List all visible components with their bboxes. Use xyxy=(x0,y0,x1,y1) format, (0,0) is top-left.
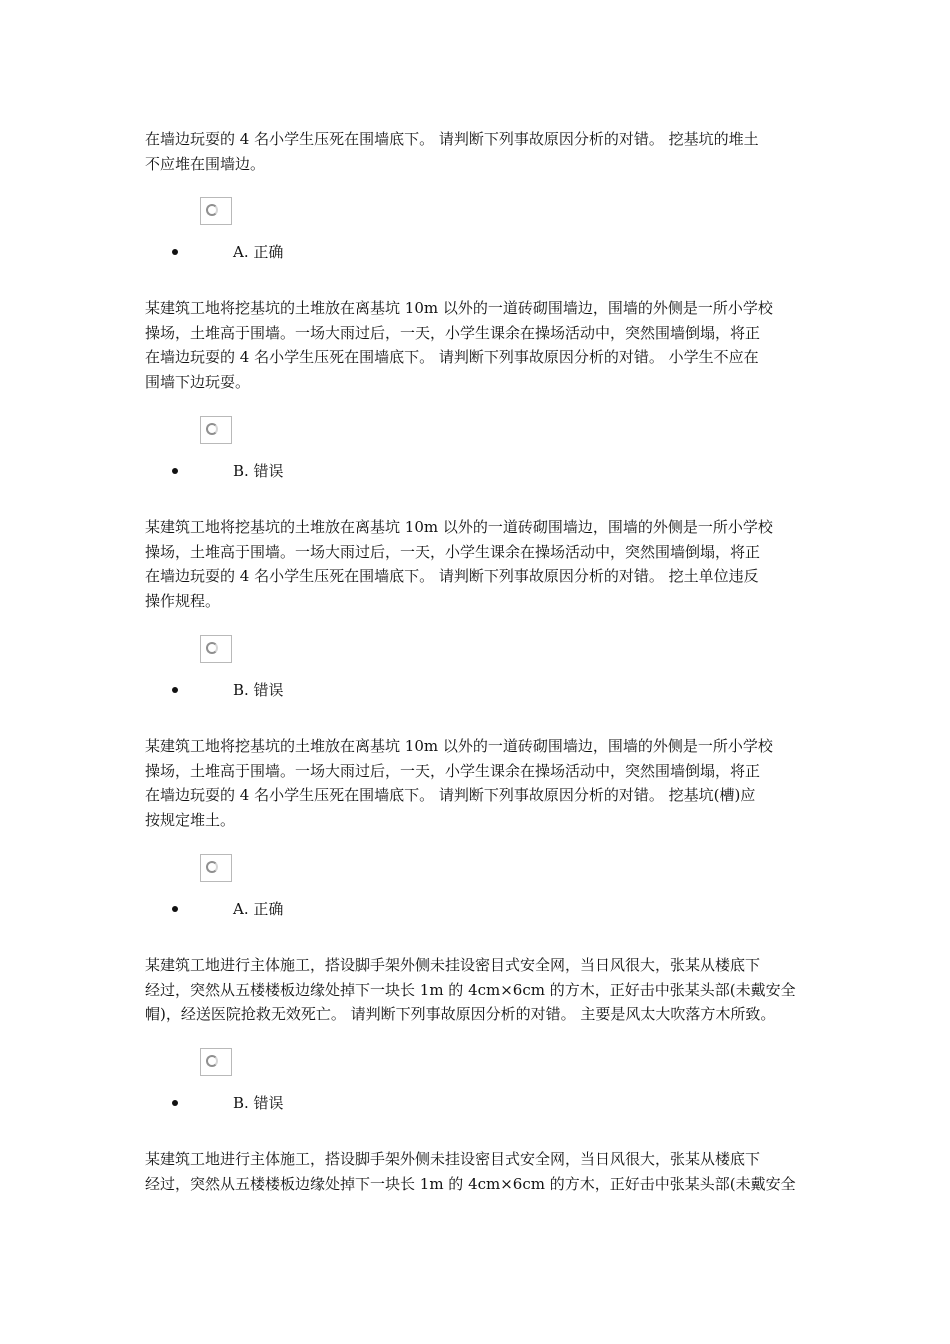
radio-circle-icon xyxy=(206,861,218,873)
text-line: 某建筑工地进行主体施工，搭设脚手架外侧未挂设密目式安全网，当日风很大，张某从楼底下 xyxy=(145,1150,761,1168)
text-line: 在墙边玩耍的 4 名小学生压死在围墙底下。 请判断下列事故原因分析的对错。 挖土单位违反 xyxy=(145,567,759,585)
answer-option: B. 错误 xyxy=(233,462,284,480)
text-line: 某建筑工地将挖基坑的土堆放在离基坑 10m 以外的一道砖砌围墙边，围墙的外侧是一所小学校 xyxy=(145,299,773,317)
answer-option: B. 错误 xyxy=(233,681,284,699)
question-text xyxy=(145,127,815,176)
text-line: 不应堆在围墙边。 xyxy=(145,154,266,173)
text-line: 操场，土堆高于围墙。一场大雨过后，一天，小学生课余在操场活动中，突然围墙倒塌，将正 xyxy=(145,323,761,342)
text-line: 在墙边玩耍的 4 名小学生压死在围墙底下。 请判断下列事故原因分析的对错。 小学生不应在 xyxy=(145,348,759,366)
question-text xyxy=(145,953,815,1027)
radio-button[interactable] xyxy=(200,197,232,225)
text-line: 按规定堆土。 xyxy=(145,810,236,829)
bullet-icon xyxy=(172,687,178,693)
bullet-icon xyxy=(172,249,178,255)
radio-button[interactable] xyxy=(200,1048,232,1076)
text-line: 帽)，经送医院抢救无效死亡。 请判断下列事故原因分析的对错。 主要是风太大吹落方木所致。 xyxy=(145,1005,776,1023)
question-text xyxy=(145,734,815,832)
answer-option: A. 正确 xyxy=(233,900,284,918)
text-line: 操场，土堆高于围墙。一场大雨过后，一天，小学生课余在操场活动中，突然围墙倒塌，将正 xyxy=(145,761,761,780)
radio-circle-icon xyxy=(206,642,218,654)
answer-option: B. 错误 xyxy=(233,1094,284,1112)
radio-button[interactable] xyxy=(200,854,232,882)
question-text xyxy=(145,1147,815,1196)
text-line: 经过，突然从五楼楼板边缘处掉下一块长 1m 的 4cm×6cm 的方木，正好击中张某头部(未戴安全 xyxy=(145,980,796,999)
bullet-icon xyxy=(172,1100,178,1106)
radio-circle-icon xyxy=(206,1055,218,1067)
text-line: 操作规程。 xyxy=(145,591,221,610)
radio-button[interactable] xyxy=(200,635,232,663)
bullet-icon xyxy=(172,906,178,912)
text-line: 在墙边玩耍的 4 名小学生压死在围墙底下。 请判断下列事故原因分析的对错。 挖基坑的堆土 xyxy=(145,130,759,148)
text-line: 某建筑工地进行主体施工，搭设脚手架外侧未挂设密目式安全网，当日风很大，张某从楼底下 xyxy=(145,956,761,974)
text-line: 操场，土堆高于围墙。一场大雨过后，一天，小学生课余在操场活动中，突然围墙倒塌，将正 xyxy=(145,542,761,561)
text-line: 围墙下边玩耍。 xyxy=(145,372,251,391)
radio-circle-icon xyxy=(206,423,218,435)
radio-circle-icon xyxy=(206,204,218,216)
bullet-icon xyxy=(172,468,178,474)
text-line: 某建筑工地将挖基坑的土堆放在离基坑 10m 以外的一道砖砌围墙边，围墙的外侧是一所小学校 xyxy=(145,737,773,755)
text-line: 经过，突然从五楼楼板边缘处掉下一块长 1m 的 4cm×6cm 的方木，正好击中张某头部(未戴安全 xyxy=(145,1174,796,1193)
text-line: 某建筑工地将挖基坑的土堆放在离基坑 10m 以外的一道砖砌围墙边，围墙的外侧是一所小学校 xyxy=(145,518,773,536)
answer-option: A. 正确 xyxy=(233,243,284,261)
question-text xyxy=(145,296,815,394)
radio-button[interactable] xyxy=(200,416,232,444)
text-line: 在墙边玩耍的 4 名小学生压死在围墙底下。 请判断下列事故原因分析的对错。 挖基坑(槽)应 xyxy=(145,786,756,804)
question-text xyxy=(145,515,815,613)
